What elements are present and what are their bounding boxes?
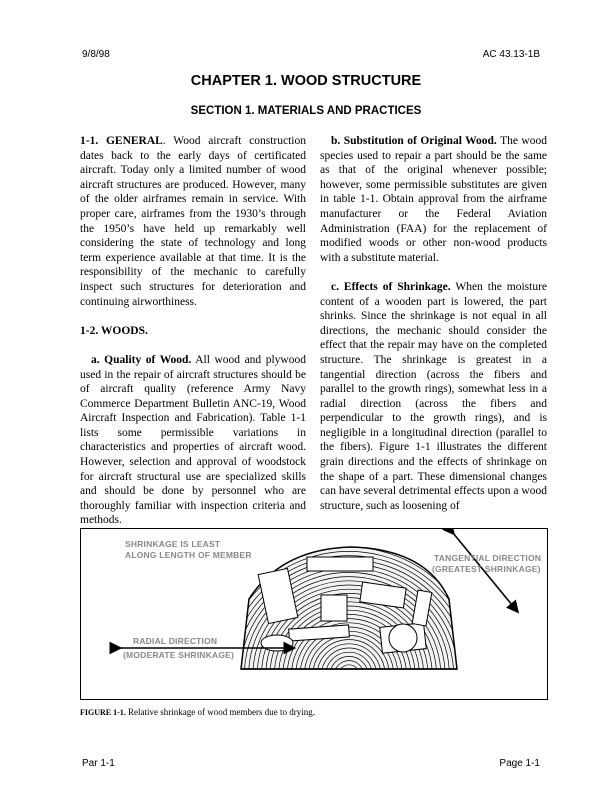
- text-substitution: The wood species used to repair a part should be the same as that of the original whenever possible; however, some permissible substitutes are given in table 1-1. Obtain approval from the airframe manufacturer or the Federal Aviation Administration (FAA) for the replacement of modified woods or other non-wood products with a substitute material.: [320, 135, 547, 264]
- left-column: [80, 134, 306, 543]
- growth-ring: [343, 669, 355, 681]
- heading-substitution: b. Substitution of Original Wood.: [331, 135, 497, 147]
- wood-shrinkage-illustration: [81, 529, 547, 699]
- chapter-title: CHAPTER 1. WOOD STRUCTURE: [190, 73, 422, 89]
- header-doc-number: AC 43.13-1B: [482, 49, 540, 60]
- heading-shrinkage: c. Effects of Shrinkage.: [331, 280, 451, 293]
- heading-woods: 1-2. WOODS.: [80, 324, 148, 337]
- footer-paragraph-ref: Par 1-1: [82, 758, 115, 769]
- section-title: SECTION 1. MATERIALS AND PRACTICES: [190, 105, 422, 117]
- text-general: . Wood aircraft construction dates back to the early days of certificated aircraft. Today only a limited number of wood aircraft structures are produced. However, many of the older airframes remain in service. With proper care, airframes from the 1930’s through the 1950’s have held up remarkably well considering the state of technology and long term experience available at that time. It is the responsibility of the mechanic to carefully inspect such structures for deterioration and continuing airworthiness.: [80, 135, 306, 308]
- paragraph-general: [80, 134, 306, 309]
- right-column: [320, 134, 547, 528]
- header-date: 9/8/98: [82, 49, 110, 60]
- figure-caption-text: Relative shrinkage of wood members due to drying.: [125, 707, 315, 717]
- paragraph-substitution: [320, 134, 547, 265]
- figure-frame: [80, 528, 548, 700]
- paragraph-shrinkage: [320, 280, 547, 514]
- heading-general: 1-1. GENERAL: [80, 135, 163, 147]
- label-radial-2: (MODERATE SHRINKAGE): [123, 650, 235, 660]
- paragraph-quality-of-wood: [80, 353, 306, 528]
- figure-caption: [80, 707, 315, 717]
- label-tangential-1: TANGENTIAL DIRECTION: [434, 553, 542, 563]
- label-least-shrinkage-2: ALONG LENGTH OF MEMBER: [125, 550, 252, 560]
- label-radial-1: RADIAL DIRECTION: [133, 636, 218, 646]
- text-quality-of-wood: All wood and plywood used in the repair of aircraft structures should be of aircraft quality (reference Army Navy Commerce Department Bulletin ANC-19, Wood Aircraft Inspection and Fabrication). Table 1-1 lists some permissible variations in characteristics and properties of aircraft wood. However, selection and approval of woodstock for aircraft structural use are specialized skills and should be done by personnel who are thoroughly familiar with inspection criteria and methods.: [80, 353, 306, 527]
- text-shrinkage: When the moisture content of a wooden part is lowered, the part shrinks. Since the shrinkage is not equal in all directions, the mechanic should consider the effect that the repair may have on the completed structure. The shrinkage is greatest in a tangential direction (across the fibers and parallel to the growth rings), somewhat less in a radial direction (across the fibers and perpendicular to the growth rings), and is negligible in a longitudinal direction (parallel to the fibers). Figure 1-1 illustrates the different grain directions and the effects of shrinkage on the shape of a part. These dimensional changes can have several detrimental effects upon a wood structure, such as loosening of: [320, 280, 547, 512]
- figure-caption-label: FIGURE 1-1.: [80, 708, 126, 717]
- label-tangential-2: (GREATEST SHRINKAGE): [432, 564, 541, 574]
- label-least-shrinkage-1: SHRINKAGE IS LEAST: [125, 539, 221, 549]
- footer-page-number: Page 1-1: [499, 758, 540, 769]
- heading-quality-of-wood: a. Quality of Wood.: [91, 353, 192, 366]
